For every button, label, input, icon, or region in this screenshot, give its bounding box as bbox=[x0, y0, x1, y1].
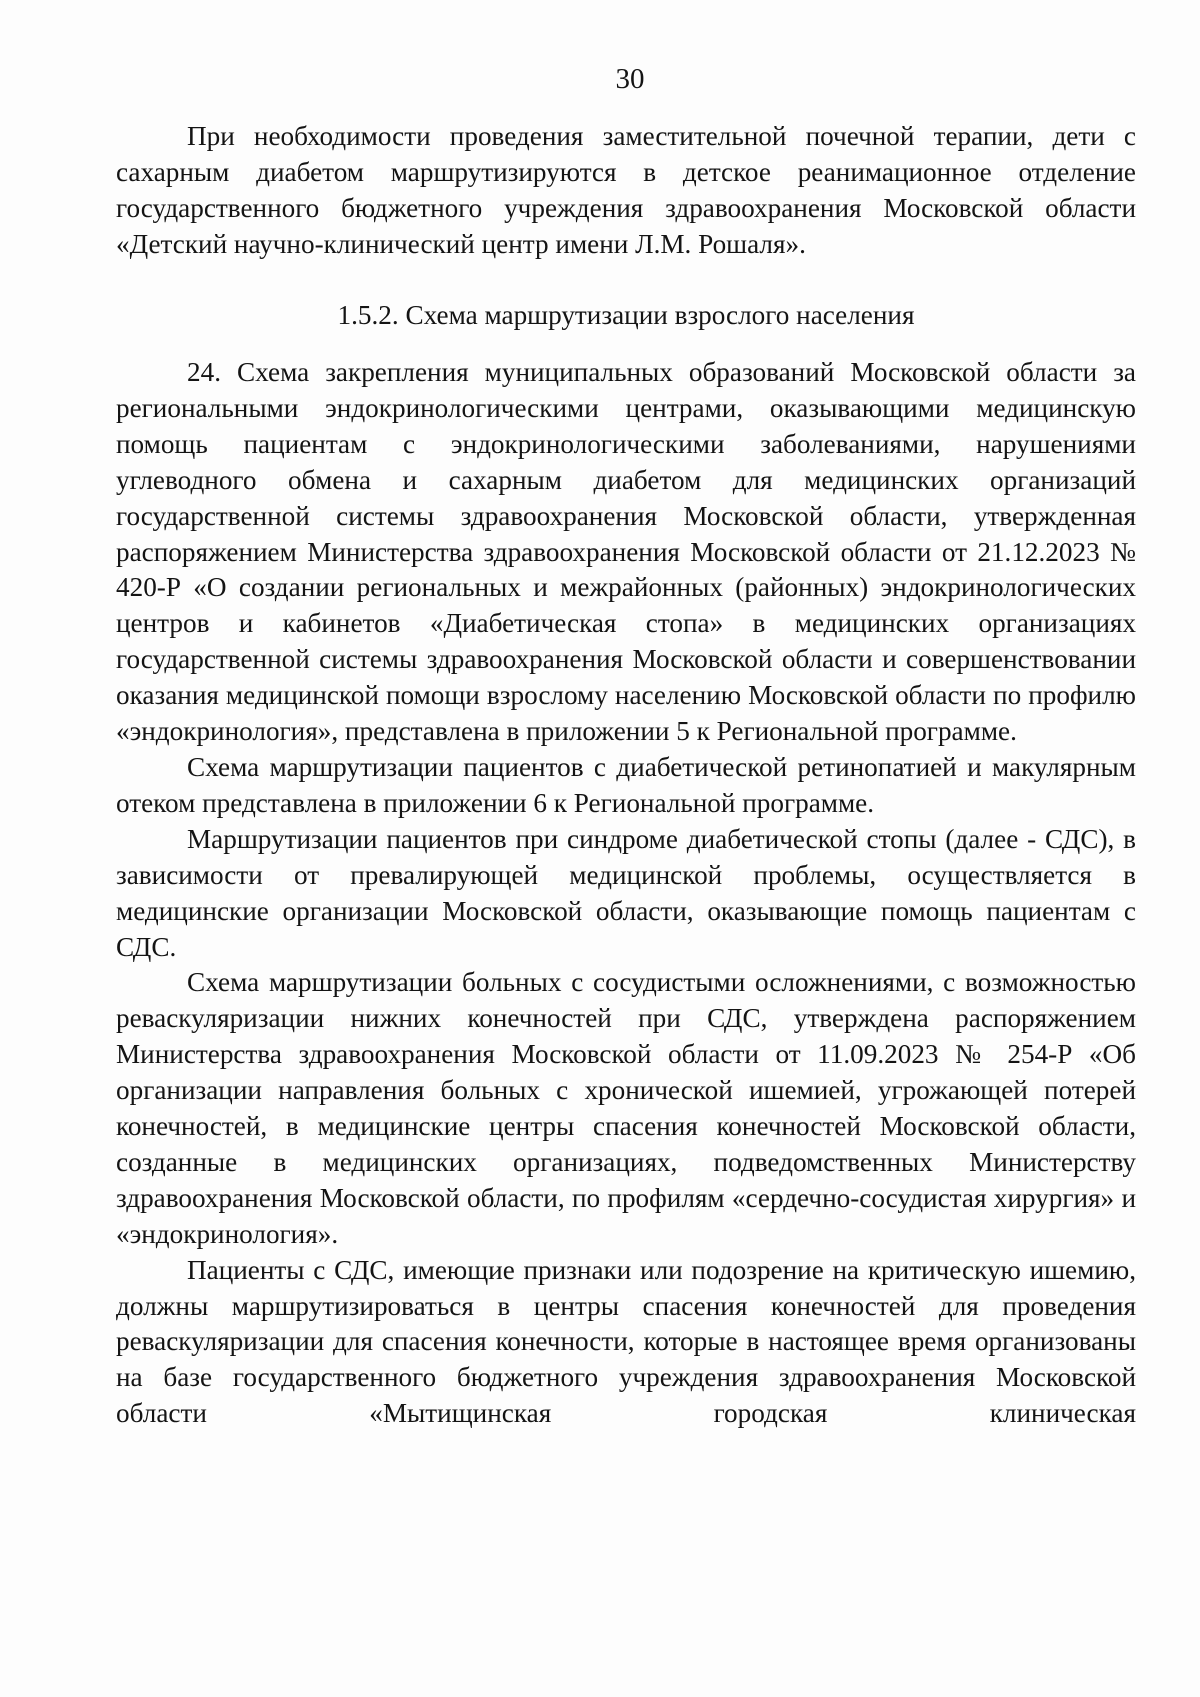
page-number: 30 bbox=[615, 63, 645, 95]
paragraph-vascular-complications: Схема маршрутизации больных с сосудистыми осложнениями, с возможностью реваскуляризации нижних конечностей при СДС, утверждена распоряжением Министерства здравоохранения Московской области от 11.09.2023 № 254-Р «Об организации направления больных с хронической ишемией, угрожающей потерей конечностей, в медицинские центры спасения конечностей Московской области, созданные в медицинских организациях, подведомственных Министерству здравоохранения Московской области, по профилям «сердечно-сосудистая хирургия» и «эндокринология». bbox=[116, 967, 1136, 1249]
intro-paragraph: При необходимости проведения заместительной почечной терапии, дети с сахарным диабетом маршрутизируются в детское реанимационное отделение государственного бюджетного учреждения здравоохранения Московской области «Детский научно-клинический центр имени Л.М. Рошаля». bbox=[116, 121, 1136, 259]
intro-text-block bbox=[116, 119, 1136, 263]
paragraph-routing-scheme: 24. Схема закрепления муниципальных образований Московской области за региональными эндокринологическими центрами, оказывающими медицинскую помощь пациентам с эндокринологическими заболеваниями, нарушениями углеводного обмена и сахарным диабетом для медицинских организаций государственной системы здравоохранения Московской области, утвержденная распоряжением Министерства здравоохранения Московской области от 21.12.2023 № 420-Р «О создании региональных и межрайонных (районных) эндокринологических центров и кабинетов «Диабетическая стопа» в медицинских организациях государственной системы здравоохранения Московской области и совершенствовании оказания медицинской помощи взрослому населению Московской области по профилю «эндокринология», представлена в приложении 5 к Региональной программе. bbox=[116, 357, 1136, 747]
main-text-block bbox=[116, 355, 1136, 1432]
section-heading: 1.5.2. Схема маршрутизации взрослого населения bbox=[337, 300, 915, 330]
paragraph-retinopathy: Схема маршрутизации пациентов с диабетической ретинопатией и макулярным отеком представлена в приложении 6 к Региональной программе. bbox=[116, 751, 1136, 818]
paragraph-critical-ischemia: Пациенты с СДС, имеющие признаки или подозрение на критическую ишемию, должны маршрутизироваться в центры спасения конечностей для проведения реваскуляризации для спасения конечности, которые в настоящее время организованы на базе государственного бюджетного учреждения здравоохранения Московской области «Мытищинская городская клиническая bbox=[116, 1254, 1136, 1429]
paragraph-diabetic-foot: Маршрутизации пациентов при синдроме диабетической стопы (далее - СДС), в зависимости от превалирующей медицинской проблемы, осуществляется в медицинские организации Московской области, оказывающие помощь пациентам с СДС. bbox=[116, 823, 1136, 962]
